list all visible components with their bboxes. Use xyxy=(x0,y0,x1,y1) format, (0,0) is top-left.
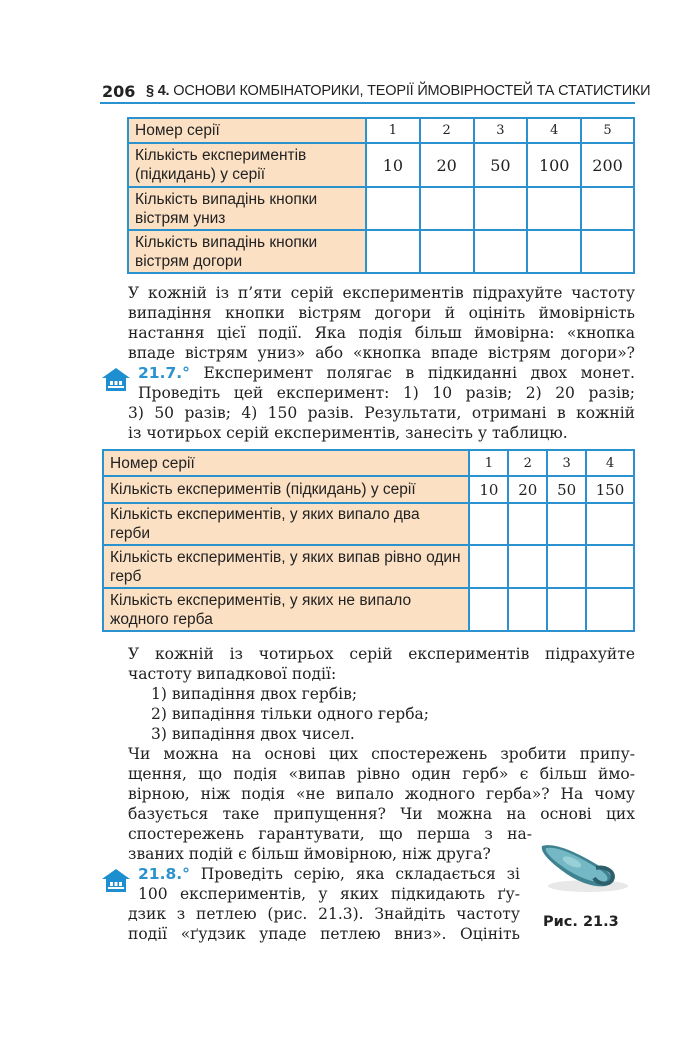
table-cell: 1 xyxy=(366,118,420,143)
header-rule xyxy=(100,102,635,104)
text-line: У кожній із чотирьох серій експериментів підрахуйте xyxy=(128,645,635,663)
text-line: званих подій є більш ймовірною, ніж друга? xyxy=(128,845,491,863)
table-cell: 2 xyxy=(420,118,474,143)
row-label: Кількість експериментів, у яких не випало жодного герба xyxy=(103,588,469,631)
event-list xyxy=(151,684,429,744)
text-line: Проведіть цей експеримент: 1) 10 разів; 2) 20 разів; xyxy=(138,384,635,402)
page-header xyxy=(100,80,651,102)
table-cell: 50 xyxy=(547,476,586,503)
exercise-number: 21.7.° xyxy=(138,364,190,382)
table-cell-empty xyxy=(474,187,528,230)
text-line: випадіння кнопки вістрям догори й оцініть ймовірність xyxy=(128,304,635,322)
table-row xyxy=(103,503,634,545)
table-cell-empty xyxy=(420,230,474,273)
table-row xyxy=(128,230,634,273)
question-paragraph-continued xyxy=(128,824,532,864)
exercise-21-8-continued xyxy=(128,904,520,944)
list-item: 3) випадіння двох чисел. xyxy=(151,725,355,743)
table-cell-empty xyxy=(469,588,508,631)
table-cell-empty xyxy=(547,588,586,631)
table-row xyxy=(103,588,634,631)
table-cell-empty xyxy=(581,187,634,230)
table-cell-empty xyxy=(586,503,634,545)
exercise-21-8 xyxy=(138,864,520,904)
text-line: частоту випадкової події: xyxy=(128,665,337,683)
text-line: дзик з петлею (рис. 21.3). Знайдіть частоту xyxy=(128,905,520,923)
section-mark: § 4. xyxy=(146,83,170,99)
text-line: Проведіть серію, яка складається зі xyxy=(200,865,520,883)
text-line: впаде вістрям униз» або «кнопка впаде вістрям догори»? xyxy=(128,344,635,362)
table-cell-empty xyxy=(527,230,581,273)
table-cell-empty xyxy=(420,187,474,230)
text-line: Експеримент полягає в підкиданні двох монет. xyxy=(203,364,635,382)
text-line: У кожній із п’яти серій експериментів підрахуйте частоту xyxy=(128,284,635,302)
table-cell: 3 xyxy=(474,118,528,143)
table-row xyxy=(103,545,634,588)
text-line: щення, що подія «випав рівно один герб» є більш ймо- xyxy=(128,765,635,783)
table-cell: 10 xyxy=(366,143,420,187)
experiment-table-coins xyxy=(102,449,635,632)
table-cell-empty xyxy=(547,503,586,545)
page-number: 206 xyxy=(102,82,136,101)
table-cell-empty xyxy=(469,545,508,588)
table-cell-empty xyxy=(586,545,634,588)
table-cell: 100 xyxy=(527,143,581,187)
figure-caption: Рис. 21.3 xyxy=(543,914,619,930)
table-cell-empty xyxy=(508,588,547,631)
table-cell: 20 xyxy=(508,476,547,503)
home-icon xyxy=(101,868,131,894)
text-line: Чи можна на основі цих спостережень зробити припу- xyxy=(128,745,635,763)
table-cell: 1 xyxy=(469,450,508,476)
exercise-21-7 xyxy=(138,363,635,403)
table-cell-empty xyxy=(508,545,547,588)
table-cell-empty xyxy=(366,187,420,230)
text-line: настання цієї події. Яка подія більш ймовірна: «кнопка xyxy=(128,324,635,342)
question-paragraph xyxy=(128,744,635,824)
text-line: 3) 50 разів; 4) 150 разів. Результати, отримані в кожній xyxy=(128,404,635,422)
table-row xyxy=(128,187,634,230)
row-label: Кількість випадінь кнопки вістрям униз xyxy=(128,187,366,230)
text-line: вірною, ніж подія «не випало жодного герба»? На чому xyxy=(128,785,635,803)
row-label: Кількість експериментів, у яких випало два герби xyxy=(103,503,469,545)
table-row xyxy=(128,118,634,143)
text-line: події «ґудзик упаде петлею вниз». Оцініть xyxy=(128,925,520,943)
table-cell-empty xyxy=(508,503,547,545)
button-with-loop-image xyxy=(536,838,636,898)
home-icon xyxy=(101,367,131,393)
table-cell: 5 xyxy=(581,118,634,143)
table-cell-empty xyxy=(469,503,508,545)
table-cell: 150 xyxy=(586,476,634,503)
table-cell: 4 xyxy=(586,450,634,476)
experiment-table-buttons xyxy=(127,117,635,274)
table-cell: 2 xyxy=(508,450,547,476)
row-label: Номер серії xyxy=(103,450,469,476)
table-cell-empty xyxy=(547,545,586,588)
row-label: Номер серії xyxy=(128,118,366,143)
table-row xyxy=(103,450,634,476)
paragraph-frequency-coins xyxy=(128,644,635,684)
row-label: Кількість експериментів (підкидань) у серії xyxy=(128,143,366,187)
table-cell: 50 xyxy=(474,143,528,187)
text-line: спостережень гарантувати, що перша з на- xyxy=(128,825,532,843)
list-item: 1) випадіння двох гербів; xyxy=(151,685,358,703)
text-line: 100 експериментів, у яких підкидають ґу- xyxy=(138,885,520,903)
table-row xyxy=(103,476,634,503)
row-label: Кількість випадінь кнопки вістрям догори xyxy=(128,230,366,273)
row-label: Кількість експериментів (підкидань) у серії xyxy=(103,476,469,503)
paragraph-frequency-button xyxy=(128,283,635,363)
exercise-21-7-continued xyxy=(128,403,635,443)
table-cell-empty xyxy=(527,187,581,230)
table-cell: 10 xyxy=(469,476,508,503)
table-cell: 200 xyxy=(581,143,634,187)
table-cell: 3 xyxy=(547,450,586,476)
table-cell-empty xyxy=(586,588,634,631)
text-line: із чотирьох серій експериментів, занесіть у таблицю. xyxy=(128,424,568,442)
table-cell: 20 xyxy=(420,143,474,187)
section-title-text: ОСНОВИ КОМБІНАТОРИКИ, ТЕОРІЇ ЙМОВІРНОСТЕЙ ТА СТАТИСТИКИ xyxy=(173,83,651,99)
text-line: базується таке припущення? Чи можна на основі цих xyxy=(128,805,635,823)
table-cell-empty xyxy=(474,230,528,273)
exercise-number: 21.8.° xyxy=(138,865,190,883)
row-label: Кількість експериментів, у яких випав рівно один герб xyxy=(103,545,469,588)
list-item: 2) випадіння тільки одного герба; xyxy=(151,705,430,723)
table-cell-empty xyxy=(366,230,420,273)
section-title xyxy=(146,83,650,99)
table-cell-empty xyxy=(581,230,634,273)
table-row xyxy=(128,143,634,187)
table-cell: 4 xyxy=(527,118,581,143)
